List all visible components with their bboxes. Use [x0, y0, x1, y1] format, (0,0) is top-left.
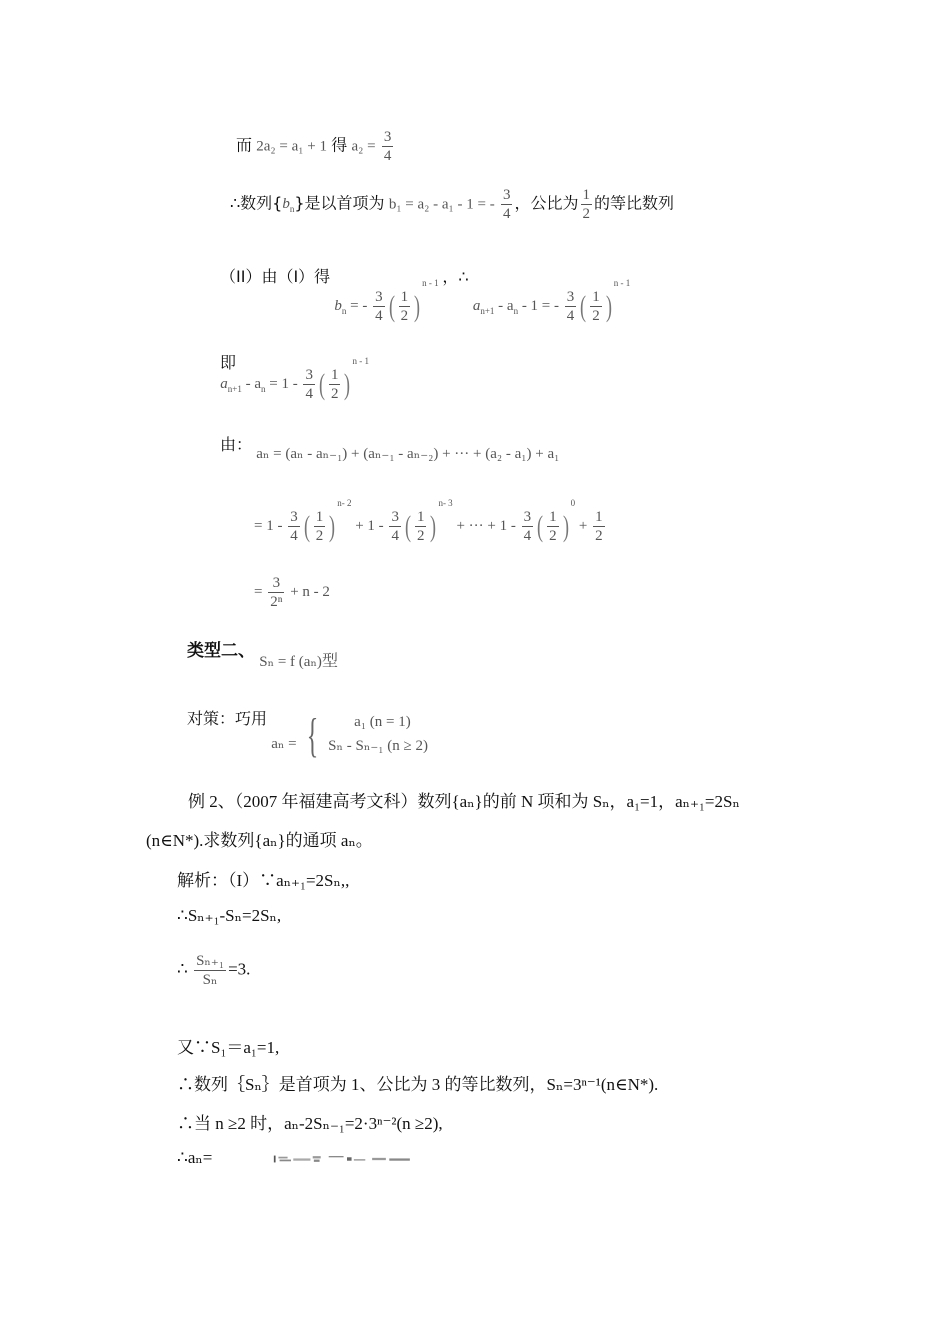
denominator: 4 — [391, 528, 399, 545]
equals-one-minus: = 1 - — [269, 376, 298, 392]
exponent: 0 — [570, 498, 576, 508]
denominator: 2 — [416, 528, 425, 545]
solution-line-2: ∴Sₙ₊₁-Sₙ=2Sₙ, — [177, 906, 282, 925]
numerator: 3 — [375, 289, 383, 306]
denominator: 4 — [383, 148, 392, 164]
left-paren: ( — [404, 509, 411, 543]
fraction — [268, 574, 284, 611]
line-4 — [220, 350, 389, 403]
equals-three: =3. — [228, 959, 251, 979]
a-n-equals: ∴aₙ= — [177, 1148, 213, 1167]
a-symbol: a — [472, 298, 481, 314]
case-2: Sₙ - Sₙ₋₁ (n ≥ 2) — [328, 738, 428, 754]
equals-minus: = - — [350, 298, 368, 314]
solution-line-1: 解析：（I）∵aₙ₊₁=2Sₙ,, — [177, 871, 350, 890]
fraction — [415, 508, 427, 545]
fraction — [288, 508, 300, 545]
numerator: 1 — [416, 509, 425, 526]
line-2-text2: }是以首项为 — [294, 193, 385, 213]
numerator: 1 — [592, 289, 600, 306]
fraction — [565, 288, 577, 325]
minus-a: - a — [245, 376, 261, 392]
line-2 — [230, 186, 674, 223]
numerator: 1 — [582, 187, 590, 203]
fraction — [593, 508, 605, 545]
numerator: 1 — [400, 289, 409, 306]
cases — [328, 710, 428, 758]
line-1-lhs: a₂ = — [351, 138, 376, 155]
equals-one-minus: = 1 - — [254, 518, 283, 534]
a-subscript: n+1 — [227, 384, 242, 394]
numerator: 3 — [383, 129, 392, 145]
type2-suffix: 型 — [321, 651, 338, 670]
numerator: 1 — [549, 509, 557, 526]
line-3 — [220, 264, 631, 325]
line-5 — [220, 432, 560, 462]
a-subscript: n+1 — [480, 306, 495, 316]
exponent: n - 1 — [422, 278, 439, 288]
left-brace: { — [306, 709, 319, 762]
denominator: 2ⁿ — [270, 594, 283, 610]
plus: + — [578, 518, 588, 534]
line-1-eq: 2a₂ = a₁ + 1 — [256, 138, 327, 155]
line-2-expr: b₁ = a₂ - a₁ - 1 = - — [388, 196, 495, 213]
numerator: 3 — [566, 289, 575, 306]
fraction — [590, 288, 602, 325]
strategy-lhs: aₙ = — [271, 735, 297, 752]
fraction — [389, 508, 401, 545]
a-subscript: n — [261, 384, 266, 394]
numerator: 1 — [595, 509, 603, 526]
strategy-label: 对策：巧用 — [187, 709, 268, 728]
right-paren: ) — [344, 367, 351, 401]
fraction — [581, 186, 593, 223]
numerator: 3 — [391, 509, 399, 526]
fraction — [314, 508, 326, 545]
left-paren: ( — [537, 509, 544, 543]
minus-one: - 1 = - — [521, 298, 560, 314]
denominator: 4 — [305, 386, 313, 403]
example-2-line-1: 例 2、（2007 年福建高考文科）数列{aₙ}的前 N 项和为 Sₙ，a₁=1，aₙ₊₁=2Sₙ — [188, 792, 740, 811]
left-paren: ( — [318, 367, 325, 401]
exponent: n- 3 — [438, 498, 453, 508]
solution-line-5: ∴数列｛Sₙ｝是首项为 1、公比为 3 的等比数列，Sₙ=3ⁿ⁻¹(n∈N*). — [177, 1075, 659, 1094]
line-2-text1: ∴数列{ — [230, 193, 283, 213]
line-1-prefix: 而 — [236, 135, 253, 155]
plus-dots-one-minus: + ··· + 1 - — [456, 518, 516, 534]
equals: = — [254, 583, 263, 600]
plus-one-minus: + 1 - — [355, 518, 384, 534]
type2-title: 类型二、 — [187, 641, 255, 661]
numerator: 3 — [502, 187, 511, 203]
minus-a: - a — [498, 298, 514, 314]
right-paren: ) — [329, 509, 336, 543]
denominator: 2 — [330, 386, 339, 403]
line-1 — [236, 128, 395, 165]
denominator: 2 — [592, 308, 600, 325]
fraction — [329, 366, 341, 403]
fraction — [547, 508, 559, 545]
fraction — [382, 128, 394, 165]
denominator: Sₙ — [202, 972, 218, 988]
exponent: n - 1 — [613, 278, 631, 288]
line-5-prefix: 由： — [220, 435, 253, 454]
fraction — [501, 186, 513, 223]
tail: + n - 2 — [290, 583, 330, 600]
exponent: n - 1 — [352, 356, 369, 366]
b-subscript: n — [341, 306, 347, 316]
b-subscript: n — [289, 204, 295, 215]
denominator: 4 — [290, 528, 298, 545]
garbled-formula — [217, 1155, 477, 1163]
denominator: 2 — [582, 206, 590, 222]
exponent: n- 2 — [337, 498, 352, 508]
strategy — [187, 706, 428, 762]
example-2-line-2: (n∈N*).求数列{aₙ}的通项 aₙ。 — [146, 831, 373, 850]
fraction — [373, 288, 385, 325]
numerator: 3 — [305, 367, 313, 384]
line-7 — [254, 574, 330, 611]
solution-line-4: 又∵S₁＝a₁=1, — [177, 1038, 280, 1057]
line-2-text3: ，公比为 — [514, 193, 579, 213]
case-1: a₁ (n = 1) — [354, 714, 411, 730]
right-paren: ) — [605, 289, 612, 323]
solution-line-3 — [177, 952, 250, 989]
solution-line-7 — [177, 1148, 477, 1168]
denominator: 2 — [595, 528, 603, 545]
numerator: 3 — [268, 574, 284, 593]
denominator: 2 — [549, 528, 557, 545]
denominator: 4 — [502, 206, 511, 222]
a-symbol: a — [220, 376, 228, 392]
numerator: 3 — [290, 509, 298, 526]
type2-expr: Sₙ = f (aₙ) — [259, 654, 322, 670]
therefore: ，∴ — [442, 267, 469, 286]
solution-line-6: ∴当 n ≥2 时，aₙ-2Sₙ₋₁=2·3ⁿ⁻²(n ≥2), — [177, 1114, 443, 1133]
a-subscript: n — [513, 306, 519, 316]
fraction — [194, 952, 226, 989]
b-symbol: b — [334, 298, 342, 314]
numerator: 3 — [523, 509, 532, 526]
line-6 — [254, 498, 607, 545]
right-paren: ) — [562, 509, 569, 543]
denominator: 4 — [375, 308, 383, 325]
denominator: 2 — [400, 308, 409, 325]
numerator: 1 — [315, 509, 324, 526]
fraction — [303, 366, 315, 403]
right-paren: ) — [430, 509, 437, 543]
left-paren: ( — [580, 289, 587, 323]
denominator: 2 — [315, 528, 324, 545]
denominator: 4 — [523, 528, 532, 545]
fraction — [399, 288, 411, 325]
right-paren: ) — [414, 289, 421, 323]
type2-heading — [187, 636, 338, 670]
left-paren: ( — [388, 289, 395, 323]
numerator: 1 — [330, 367, 339, 384]
numerator: Sₙ₊₁ — [196, 953, 225, 969]
left-paren: ( — [303, 509, 310, 543]
line-1-mid: 得 — [331, 135, 348, 155]
line-5-expr: aₙ = (aₙ - aₙ₋₁) + (aₙ₋₁ - aₙ₋₂) + ··· + (a₂ - a₁) + a₁ — [256, 446, 560, 462]
line-4-prefix: 即 — [220, 353, 237, 372]
line-2-text4: 的等比数列 — [594, 193, 675, 213]
b-symbol: b — [282, 196, 290, 213]
denominator: 4 — [566, 308, 575, 325]
line-3-text1: （II）由（I）得 — [220, 267, 331, 286]
therefore: ∴ — [177, 959, 188, 979]
fraction — [522, 508, 534, 545]
